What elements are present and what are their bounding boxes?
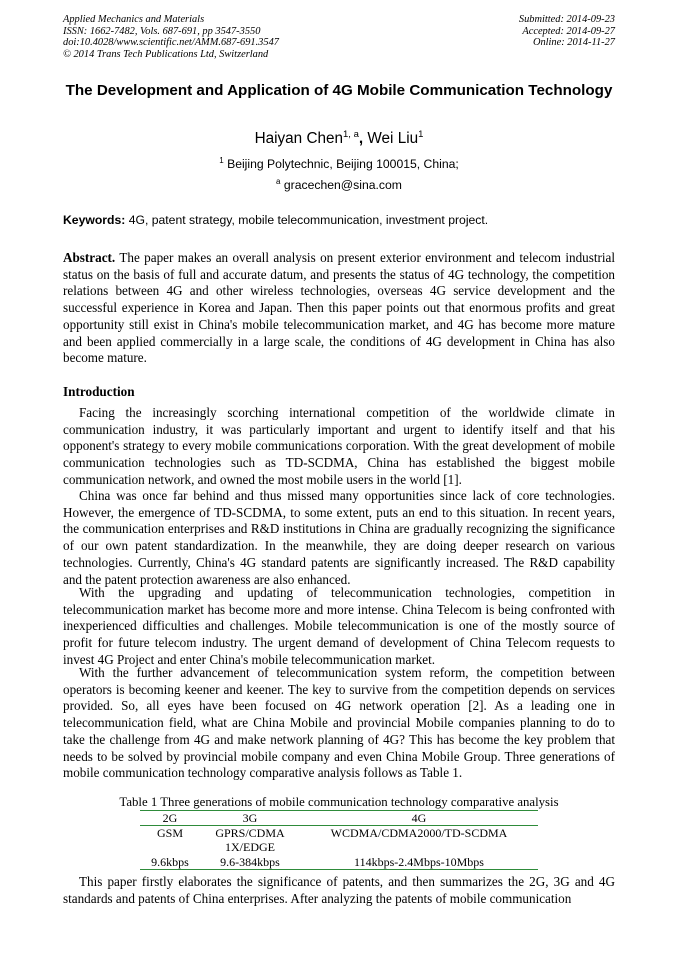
table-caption: Table 1 Three generations of mobile communication technology comparative analysis [119,795,559,809]
affiliation [63,157,615,171]
author-name: Wei Liu [367,130,419,147]
submitted-date: Submitted: 2014-09-23 [518,14,615,25]
table-cell: WCDMA/CDMA2000/TD-SCDMA [330,826,508,841]
table-header-cell: 2G [162,811,178,825]
online-date: Online: 2014-11-27 [532,37,615,49]
accepted-date: Accepted: 2014-09-27 [522,25,615,37]
table-header-cell: 3G [242,811,258,825]
body-paragraph: China was once far behind and thus missed many opportunities since lack of core technologies. However, the emergence of TD-SCDMA, to some extent, puts an end to this situation. In recent years, the communication enterprises and R&D institutions in China are gradually recognizing the significance of our own patent standardization. In the meanwhile, they are doing deeper research on various technologies. Currently, China's 4G standard patents are significantly increased. The R&D capability and the patent protection awareness are also enhanced. [63,488,615,587]
abstract [63,250,615,367]
affiliation-marker: a [276,176,281,186]
table-cell: GPRS/CDMA 1X/EDGE [215,826,285,855]
author-separator: , [358,130,368,147]
body-paragraph: With the further advancement of telecommunication system reform, the competition between operators is becoming keener and keener. The key to survive from the competition depends on services provided. So, all eyes have been focused on 4G network operation [2]. As a leading one in telecommunication field, what are China Mobile and provincial Mobile companies planning to do to take the challenge from 4G and make network planning of 4G? This has become the key problem that needs to be solved by provincial mobile company and even China Mobile Group. Three generations of mobile communication technology comparative analysis follows as Table 1. [63,665,615,781]
affiliation-text: Beijing Polytechnic, Beijing 100015, China; [227,157,459,171]
table-row [140,826,538,855]
keywords-text: 4G, patent strategy, mobile telecommunication, investment project. [125,213,489,227]
keywords [63,213,615,227]
author-list [63,130,615,148]
author-name: Haiyan Chen [254,130,344,147]
comparison-table [140,810,538,870]
table-header-cell: 4G [411,811,427,825]
table-cell: 114kbps-2.4Mbps-10Mbps [354,854,484,869]
email-affiliation [63,178,615,192]
body-paragraph: With the upgrading and updating of telecommunication technologies, competition in telecommunication market has become more and more intense. China Telecom is being confronted with inexperienced difficulties and challenges. Mobile telecommunication is one of the mostly source of profit for future telecom industry. The urgent demand of development of China Telecom requests to invest 4G Project and enter China's mobile telecommunication market. [63,585,615,667]
author-affiliation-marker: 1, a [343,128,359,140]
body-paragraph: This paper firstly elaborates the significance of patents, and then summarizes the 2G, 3G and 4G standards and patents of China enterprises. After analyzing the patents of mobile communication [63,874,615,906]
author-affiliation-marker: 1 [418,128,424,140]
body-paragraph: Facing the increasingly scorching international competition of the worldwide climate in communication industry, it was particularly important and urgent to identify itself and that his opponent's strategy to every mobile communications corporation. With the great development of mobile communication technologies such as TD-SCDMA, China has established the biggest mobile communication network, and owned the most mobile users in the world [1]. [63,405,615,487]
submission-dates [519,14,615,49]
abstract-label: Abstract. [63,250,116,265]
table-row [140,855,538,870]
table-cell: 9.6kbps [151,854,189,869]
section-heading: Introduction [63,384,135,399]
doi-link[interactable]: doi:10.4028/www.scientific.net/AMM.687-691.3547 [63,37,279,49]
author-email[interactable]: gracechen@sina.com [283,178,402,192]
table-header-row [140,811,538,826]
paper-title: The Development and Application of 4G Mobile Communication Technology [65,82,613,99]
issn-line: ISSN: 1662-7482, Vols. 687-691, pp 3547-3550 [63,25,261,37]
keywords-label: Keywords: [63,213,126,227]
abstract-text: The paper makes an overall analysis on present exterior environment and telecom industrial status on the basis of full and accurate datum, and presents the status of 4G technology, the competition relations between 4G and other wireless technologies, overseas 4G service development and the successful experience in Korea and Japan. Then this paper points out that enormous profits and great opportunity still exist in China's mobile telecommunication market, and 4G has become more mature and been applied commercially in a large scale, the conditions of 4G development in China has also become mature. [63,250,615,366]
journal-info [63,14,279,60]
affiliation-marker: 1 [219,155,224,165]
table-cell: GSM [156,826,183,841]
copyright-line: © 2014 Trans Tech Publications Ltd, Switzerland [63,48,269,60]
table-cell: 9.6-384kbps [220,854,280,869]
journal-name: Applied Mechanics and Materials [63,14,205,25]
